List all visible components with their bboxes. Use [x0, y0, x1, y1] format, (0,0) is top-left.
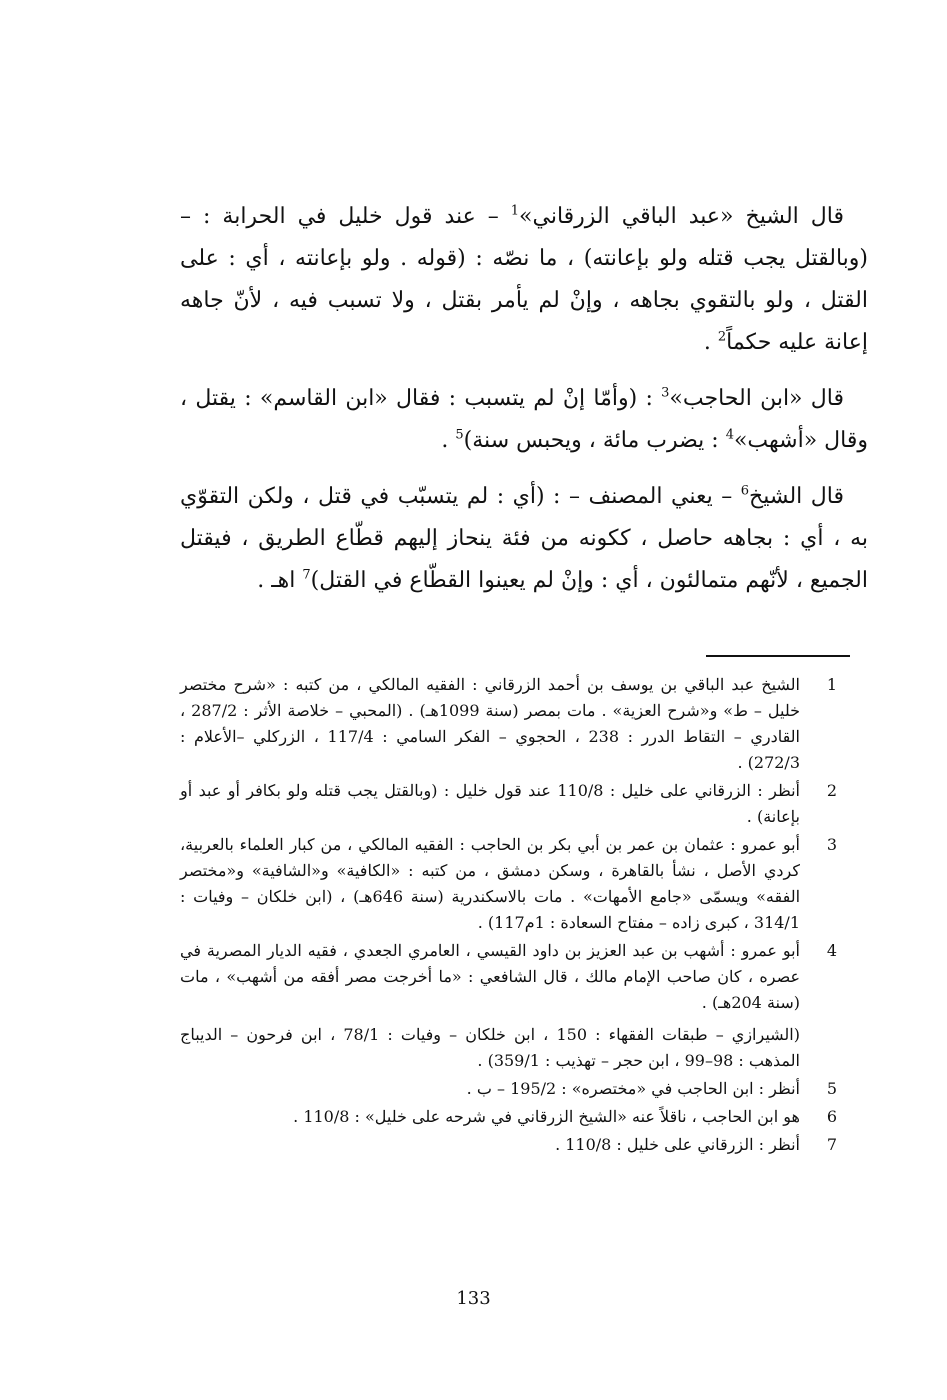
footnote-text: الشيخ عبد الباقي بن يوسف بن أحمد الزرقاني : الفقيه المالكي ، من كتبه : «شرح مختصر خليل – ط» و«شرح العزية» . مات بمصر (سنة 1099هـ) . (المحبي – خلاصة الأثر : 287/2 ، القادري – التقاط الدرر : 238 ، الحجوي – الفكر السامي : 117/4 ، الزركلي –الأعلام : 272/3) . [180, 675, 801, 772]
footnotes [180, 672, 850, 1160]
footnote-item [180, 832, 850, 936]
paragraph-3 [180, 476, 868, 602]
text-segment: : (وأمّا إنْ لم يتسبب : فقال «ابن القاسم» : يقتل ، وقال «أشهب» [180, 386, 868, 453]
footnote-item [180, 938, 850, 1074]
footnote-ref-3[interactable]: 3 [661, 385, 670, 401]
footnote-item [180, 1104, 850, 1130]
text-segment: – عند قول خليل في الحرابة : – (وبالقتل يجب قتله ولو بإعانته) ، ما نصّه : (قوله . ولو بإعانته ، أي : على القتل ، ولو بالتقوي بجاهه ، وإنْ لم يأمر بقتل ، ولا تسبب فيه ، لأنّ جاهه إعانة عليه حكماً [180, 204, 868, 355]
text-segment: اهـ . [257, 568, 303, 593]
footnote-ref-7[interactable]: 7 [302, 567, 311, 583]
main-text [180, 196, 868, 616]
footnote-ref-2[interactable]: 2 [717, 329, 727, 345]
footnote-text: أبو عمرو : أشهب بن عبد العزيز بن داود القيسي ، العامري الجعدي ، فقيه الديار المصرية في عصره ، كان صاحب الإمام مالك ، قال الشافعي : «ما أخرجت مصر أفقه من أشهب» ، مات (سنة 204هـ) . [180, 941, 800, 1012]
footnote-number: 2 [826, 781, 838, 800]
page-number: 133 [456, 1288, 491, 1309]
footnote-separator [706, 655, 850, 657]
footnote-ref-4[interactable]: 4 [725, 427, 734, 443]
footnote-ref-5[interactable]: 5 [455, 427, 464, 443]
footnote-text: أبو عمرو : عثمان بن عمر بن أبي بكر بن الحاجب : الفقيه المالكي ، من كبار العلماء بالعربية، كردي الأصل ، نشأ بالقاهرة ، وسكن دمشق ، من كتبه : «الكافية» و«الشافية» و«مختصر الفقه» ويسمّى «جامع الأمهات» . مات بالاسكندرية (سنة 646هـ) ، (ابن خلكان – وفيات : 314/1 ، كبرى زاده – مفتاح السعادة : 1م117) . [180, 835, 801, 932]
footnote-number: 4 [826, 941, 838, 960]
footnote-ref-6[interactable]: 6 [740, 483, 750, 499]
footnote-item [180, 1132, 850, 1158]
footnote-text: أنظر : ابن الحاجب في «مختصره» : 195/2 – ب . [466, 1079, 800, 1098]
footnote-number: 7 [826, 1135, 838, 1154]
text-segment: : يضرب مائة ، ويحبس سنة) [463, 428, 726, 453]
footnote-number: 6 [826, 1107, 838, 1126]
text-segment: . [703, 330, 718, 355]
footnote-ref-1[interactable]: 1 [510, 203, 520, 219]
footnote-number: 1 [826, 675, 838, 694]
footnote-sources: (الشيرازي – طبقات الفقهاء : 150 ، ابن خلكان – وفيات : 78/1 ، ابن فرحون – الديباج المذهب : 98–99 ، ابن حجر – تهذيب : 359/1) . [180, 1025, 800, 1070]
text-segment: قال «ابن الحاجب» [669, 386, 844, 411]
footnote-number: 3 [826, 835, 838, 854]
text-segment: . [441, 428, 456, 453]
footnote-text: هو ابن الحاجب ، ناقلاً عنه «الشيخ الزرقاني في شرحه على خليل» : 110/8 . [293, 1107, 800, 1126]
paragraph-2 [180, 378, 868, 462]
text-segment: – يعني المصنف – : (أي : لم يتسبّب في قتل ، ولكن التقوّي به ، أي : بجاهه حاصل ، ككونه من فئة ينحاز إليهم قطّاع الطريق ، فيقتل الجميع ، لأنّهم متمالئون ، أي : وإنْ لم يعينوا القطّاع في القتل) [180, 484, 868, 593]
footnote-item [180, 672, 850, 776]
paragraph-1 [180, 196, 868, 364]
footnote-text: أنظر : الزرقاني على خليل : 110/8 . [555, 1135, 800, 1154]
footnote-item [180, 778, 850, 830]
footnote-text: أنظر : الزرقاني على خليل : 110/8 عند قول خليل : (وبالقتل يجب قتله ولو بكافر أو عبد أو بإعانة) . [180, 781, 800, 826]
footnote-item [180, 1076, 850, 1102]
text-segment: قال الشيخ [749, 484, 845, 509]
footnote-number: 5 [826, 1079, 838, 1098]
text-segment: قال الشيخ «عبد الباقي الزرقاني» [519, 204, 844, 229]
